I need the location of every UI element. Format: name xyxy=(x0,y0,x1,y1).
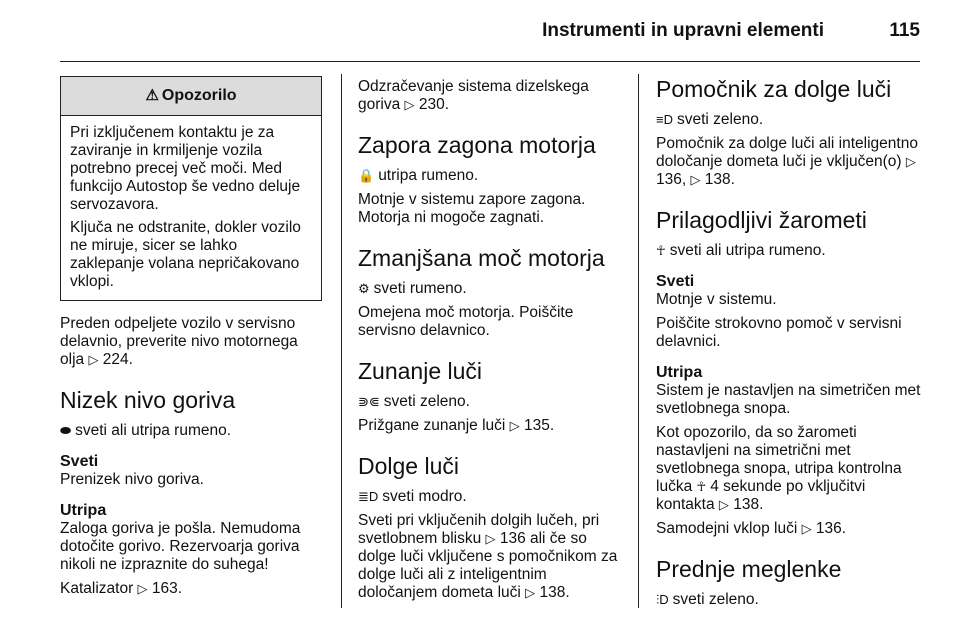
column-divider xyxy=(341,74,342,608)
warning-triangle-icon: ⚠ xyxy=(145,87,159,104)
paragraph: Katalizator ▷ 163. xyxy=(60,580,183,597)
paragraph: Omejena moč motorja. Poiščite servisno delavnico. xyxy=(358,304,574,339)
reference-arrow-icon: ▷ xyxy=(690,172,701,187)
reference-arrow-icon: ▷ xyxy=(801,521,812,536)
warning-paragraph: Ključa ne odstranite, dokler vozilo ne miruje, sicer se lahko zaklepanje volana nepričakovano vklopi. xyxy=(70,219,301,290)
subsection-title: Sveti xyxy=(60,453,99,470)
reference-arrow-icon: ▷ xyxy=(88,352,99,367)
paragraph: Sveti pri vključenih dolgih lučeh, pri svetlobnem blisku ▷ 136 ali če so dolge luči vključene s pomočnikom za dolge luči ali z inteligentnim določanjem dometa luči ▷ 138. xyxy=(358,512,618,601)
exterior-lights-icon: ⋑⋐ xyxy=(358,394,380,409)
paragraph: Samodejni vklop luči ▷ 136. xyxy=(656,520,847,537)
section-title: Nizek nivo goriva xyxy=(60,387,236,413)
front-fog-icon: ⫶D xyxy=(656,592,669,607)
subsection-title: Sveti xyxy=(656,273,695,290)
section-title: Prilagodljivi žarometi xyxy=(656,207,867,233)
adaptive-headlights-icon: ☥ xyxy=(656,243,666,258)
column-2 xyxy=(358,78,628,608)
immobiliser-key-icon: 🔒 xyxy=(358,168,375,183)
column-divider xyxy=(638,74,639,608)
indicator-line: ⚙ sveti rumeno. xyxy=(358,280,467,297)
column-3 xyxy=(656,76,926,615)
warning-paragraph: Pri izključenem kontaktu je za zaviranje in krmiljenje vozila potrebno precej več moči. Med funkcijo Autostop še vedno deluje servozavora. xyxy=(70,124,301,213)
header-rule xyxy=(60,61,920,62)
reference-arrow-icon: ▷ xyxy=(485,531,496,546)
warning-body xyxy=(61,116,321,300)
reference-arrow-icon: ▷ xyxy=(509,418,520,433)
section-title: Dolge luči xyxy=(358,453,459,479)
indicator-line: ≣D sveti modro. xyxy=(358,488,467,505)
section-title: Zmanjšana moč motorja xyxy=(358,245,605,271)
indicator-line: ≡D sveti zeleno. xyxy=(656,111,764,128)
reference-arrow-icon: ▷ xyxy=(525,585,536,600)
paragraph: Motnje v sistemu zapore zagona. Motorja ni mogoče zagnati. xyxy=(358,191,586,226)
warning-title: Opozorilo xyxy=(161,87,237,104)
engine-power-icon: ⚙ xyxy=(358,281,370,296)
paragraph: Odzračevanje sistema dizelskega goriva ▷ 230. xyxy=(358,78,589,113)
warning-box xyxy=(60,76,322,301)
indicator-line: ☥ sveti ali utripa rumeno. xyxy=(656,242,826,259)
paragraph: Motnje v sistemu. xyxy=(656,291,777,308)
page-header-title: Instrumenti in upravni elementi xyxy=(542,20,824,41)
paragraph: Poiščite strokovno pomoč v servisni delavnici. xyxy=(656,315,902,350)
paragraph: Preden odpeljete vozilo v servisno delavnio, preverite nivo motornega olja ▷ 224. xyxy=(60,315,298,368)
section-title: Zunanje luči xyxy=(358,358,483,384)
indicator-line: ⫶D sveti zeleno. xyxy=(656,591,759,608)
paragraph: Zaloga goriva je pošla. Nemudoma dotočite gorivo. Rezervoarja goriva nikoli ne izpraznite do suhega! xyxy=(60,520,301,573)
subsection-title: Utripa xyxy=(60,502,107,519)
section-title: Zapora zagona motorja xyxy=(358,132,596,158)
reference-arrow-icon: ▷ xyxy=(404,97,415,112)
reference-arrow-icon: ▷ xyxy=(718,497,729,512)
paragraph: Pomočnik za dolge luči ali inteligentno določanje dometa luči je vključen(o) ▷ 136, ▷ 138. xyxy=(656,135,918,188)
page-number: 115 xyxy=(889,20,920,41)
indicator-line: ⋑⋐ sveti zeleno. xyxy=(358,393,470,410)
adaptive-headlights-icon: ☥ xyxy=(696,479,707,494)
section-title: Prednje meglenke xyxy=(656,556,842,582)
paragraph: Prenizek nivo goriva. xyxy=(60,471,204,488)
fuel-indicator-icon: ⬬ xyxy=(60,423,72,438)
reference-arrow-icon: ▷ xyxy=(137,581,148,596)
indicator-line: ⬬ sveti ali utripa rumeno. xyxy=(60,422,232,439)
paragraph: Kot opozorilo, da so žarometi nastavljeni na simetrični met svetlobnega snopa, utripa kontrolna lučka ☥ 4 sekunde po vključitvi kontakta ▷ 138. xyxy=(656,424,902,513)
section-title: Pomočnik za dolge luči xyxy=(656,76,892,102)
indicator-line: 🔒 utripa rumeno. xyxy=(358,167,479,184)
column-1 xyxy=(60,76,322,604)
reference-arrow-icon: ▷ xyxy=(905,154,916,169)
paragraph: Sistem je nastavljen na simetričen met svetlobnega snopa. xyxy=(656,382,921,417)
high-beam-icon: ≣D xyxy=(358,489,379,504)
high-beam-assist-icon: ≡D xyxy=(656,112,673,127)
warning-header xyxy=(61,77,321,116)
paragraph: Prižgane zunanje luči ▷ 135. xyxy=(358,417,555,434)
subsection-title: Utripa xyxy=(656,364,703,381)
